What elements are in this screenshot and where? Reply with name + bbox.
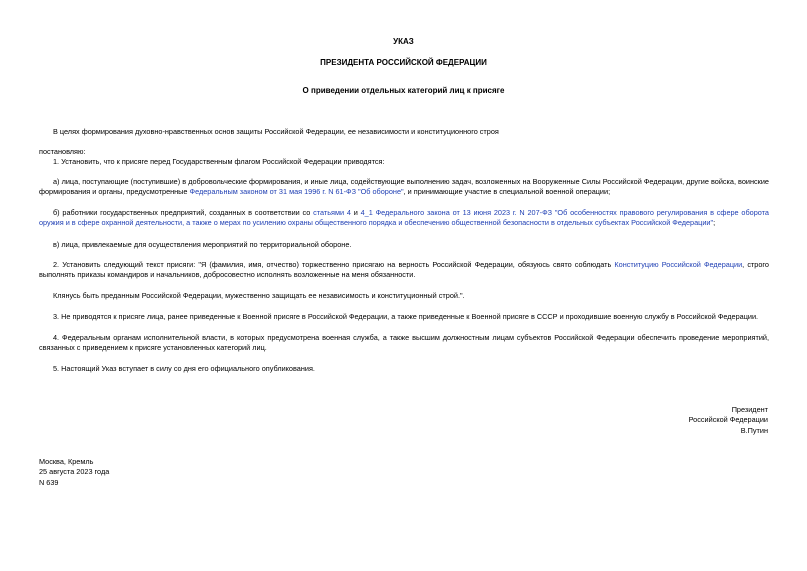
decree-issuer: ПРЕЗИДЕНТА РОССИЙСКОЙ ФЕДЕРАЦИИ [320, 58, 487, 67]
signature-block [689, 405, 768, 436]
signature-country: Российской Федерации [688, 415, 768, 425]
clause-3: 3. Не приводятся к присяге лица, ранее приведенные к Военной присяге в Российской Федерации, а также приведенные к Военной присяге в СССР и проходившие военную службу в Российской Федерации. [53, 312, 759, 321]
issue-date: 25 августа 2023 года [39, 467, 110, 477]
clause-1a [39, 177, 769, 198]
clause-4: 4. Федеральным органам исполнительной власти, в которых предусмотрена военная служба, а также высшим должностным лицам субъектов Российской Федерации обеспечить проведение мероприятий, связанных с приведением к присяге установленных категорий лиц. [39, 333, 769, 353]
signature-name: В.Путин [740, 425, 768, 435]
clause-2 [39, 260, 769, 281]
preamble: В целях формирования духовно-нравственных основ защиты Российской Федерации, ее независимости и конституционного строя [53, 127, 499, 136]
oath-text: Клянусь быть преданным Российской Федерации, мужественно защищать ее независимость и конституционный строй.". [53, 291, 465, 300]
law-link-article-4[interactable]: статьями 4 [313, 208, 351, 217]
issue-info [39, 457, 109, 488]
issue-place: Москва, Кремль [39, 457, 94, 466]
law-link-defense[interactable]: Федеральным законом от 31 мая 1996 г. N 61-ФЗ "Об обороне" [189, 187, 404, 197]
signature-title: Президент [731, 405, 768, 414]
clause-1b-text: б) работники государственных предприятий, созданных в соответствии со [53, 208, 314, 217]
clause-1b-end: ; [713, 218, 716, 228]
issue-number: N 639 [39, 477, 59, 487]
clause-1b-and: и [350, 208, 361, 217]
clause-1: 1. Установить, что к присяге перед Государственным флагом Российской Федерации приводятся: [53, 157, 385, 166]
clause-2-text-end: , строго выполнять приказы командиров и начальников, добросовестно исполнять возложенные на меня обязанности. [39, 260, 769, 280]
decree-subject: О приведении отдельных категорий лиц к присяге [302, 86, 505, 95]
clause-1a-text: а) лица, поступающие (поступившие) в добровольческие формирования, и иные лица, содействующие выполнению задач, возложенных на Вооруженные Силы Российской Федерации, другие войска, воинские формирования и органы, предусмотренные [39, 177, 769, 197]
constitution-link[interactable]: Конституцию Российской Федерации [614, 260, 743, 269]
decree-title: УКАЗ [393, 37, 414, 46]
clause-2-text: 2. Установить следующий текст присяги: "Я (фамилия, имя, отчество) торжественно присягаю на верность Российской Федерации, обязуюсь свято соблюдать [53, 260, 615, 269]
clause-1a-text-end: , и принимающие участие в специальной военной операции; [403, 187, 611, 197]
clause-1c: в) лица, привлекаемые для осуществления мероприятий по территориальной обороне. [53, 240, 352, 249]
law-link-207fz[interactable]: 4_1 Федерального закона от 13 июня 2023 г. N 207-ФЗ "Об особенностях правового регулирования в сфере оборота оружия и в сфере охранной деятельности, а также о мерах по усилению охраны общественного порядка и обеспечению общественной безопасности в отдельных субъектах Российской Федерации" [39, 208, 769, 228]
clause-1b [39, 208, 769, 229]
clause-5: 5. Настоящий Указ вступает в силу со дня его официального опубликования. [53, 364, 315, 373]
resolve-word: постановляю: [39, 147, 86, 156]
